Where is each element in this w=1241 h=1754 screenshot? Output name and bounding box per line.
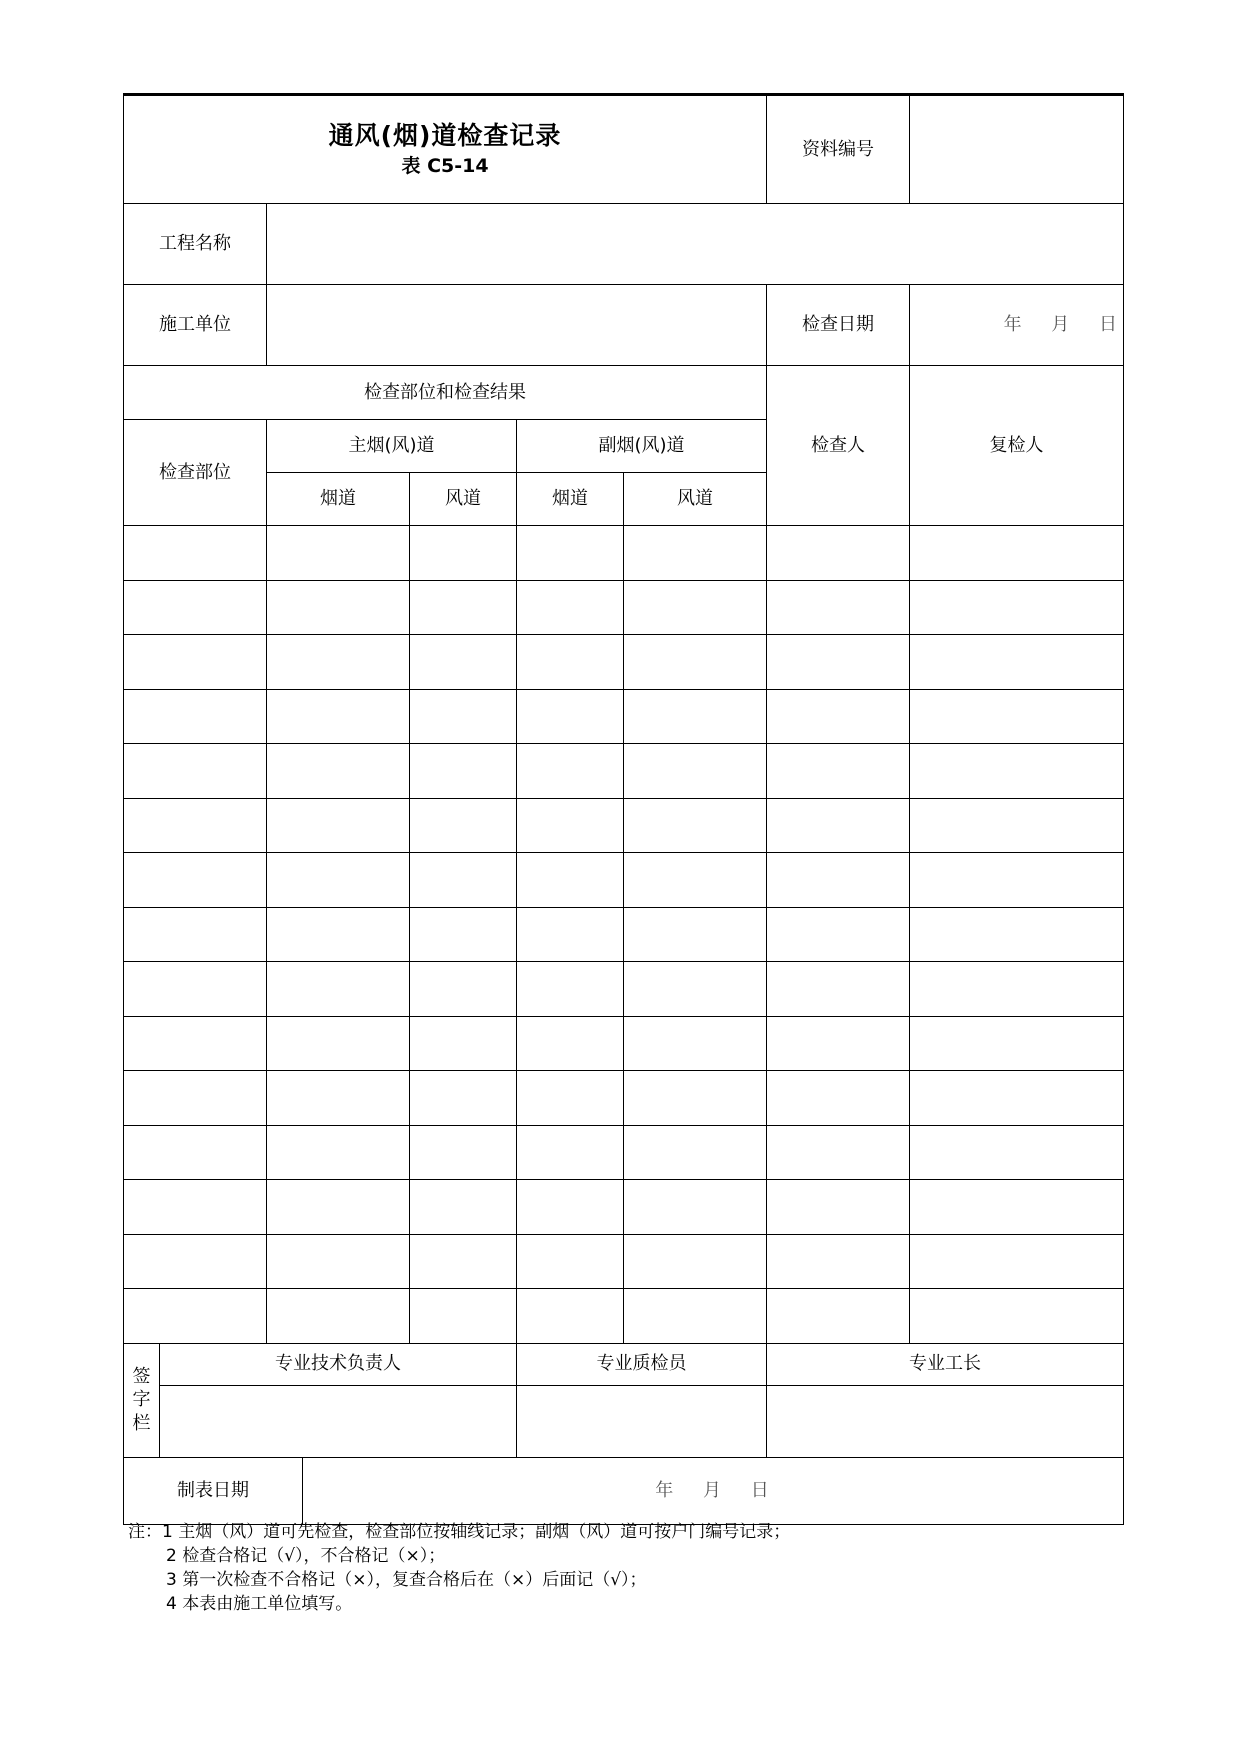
tech-lead-label: 专业技术负责人 [160, 1343, 517, 1385]
reinspector-cell[interactable] [910, 1289, 1124, 1344]
check-date-field[interactable] [910, 285, 1124, 366]
inspector-cell[interactable] [767, 744, 910, 799]
aux-smoke-header: 烟道 [517, 473, 624, 526]
table-row [124, 635, 1124, 690]
main-smoke-cell[interactable] [267, 1289, 410, 1344]
table-row [124, 962, 1124, 1017]
form-code: 表 C5-14 [401, 155, 489, 178]
location-cell[interactable] [124, 580, 267, 635]
table-row [124, 907, 1124, 962]
main-smoke-cell[interactable] [267, 962, 410, 1017]
location-cell[interactable] [124, 1180, 267, 1235]
aux-smoke-cell[interactable] [517, 1180, 624, 1235]
reinspector-cell[interactable] [910, 1180, 1124, 1235]
reinspector-cell[interactable] [910, 962, 1124, 1017]
main-smoke-cell[interactable] [267, 1016, 410, 1071]
inspector-cell[interactable] [767, 1071, 910, 1126]
main-smoke-cell[interactable] [267, 526, 410, 581]
main-smoke-cell[interactable] [267, 580, 410, 635]
project-name-label: 工程名称 [124, 204, 267, 285]
aux-smoke-cell[interactable] [517, 1016, 624, 1071]
location-cell[interactable] [124, 907, 267, 962]
aux-air-cell[interactable] [624, 907, 767, 962]
main-air-header: 风道 [410, 473, 517, 526]
location-cell[interactable] [124, 635, 267, 690]
aux-air-cell[interactable] [624, 580, 767, 635]
signature-label-cell [124, 1343, 160, 1457]
main-smoke-cell[interactable] [267, 635, 410, 690]
location-cell[interactable] [124, 1289, 267, 1344]
inspector-cell[interactable] [767, 1289, 910, 1344]
table-row [124, 689, 1124, 744]
qc-inspector-label: 专业质检员 [517, 1343, 767, 1385]
location-cell[interactable] [124, 1234, 267, 1289]
main-air-cell[interactable] [410, 853, 517, 908]
table-row [124, 526, 1124, 581]
check-date-value: 年 月 日 [1003, 314, 1120, 336]
aux-air-cell[interactable] [624, 744, 767, 799]
main-smoke-header: 烟道 [267, 473, 410, 526]
inspector-cell[interactable] [767, 526, 910, 581]
table-row [124, 1180, 1124, 1235]
inspector-cell[interactable] [767, 580, 910, 635]
aux-smoke-cell[interactable] [517, 526, 624, 581]
main-air-cell[interactable] [410, 1234, 517, 1289]
signature-label: 签 字 栏 [132, 1365, 151, 1434]
reinspector-header: 复检人 [910, 366, 1124, 526]
inspector-cell[interactable] [767, 1180, 910, 1235]
main-smoke-cell[interactable] [267, 1125, 410, 1180]
aux-smoke-cell[interactable] [517, 1289, 624, 1344]
main-smoke-cell[interactable] [267, 689, 410, 744]
main-flue-header: 主烟(风)道 [267, 420, 517, 473]
table-row [124, 853, 1124, 908]
inspection-record-form [123, 93, 1124, 1525]
reinspector-cell[interactable] [910, 689, 1124, 744]
note-1: 注：1 主烟（风）道可先检查，检查部位按轴线记录；副烟（风）道可按户门编号记录； [128, 1522, 791, 1542]
aux-smoke-cell[interactable] [517, 1125, 624, 1180]
main-air-cell[interactable] [410, 1180, 517, 1235]
project-name-field[interactable] [267, 204, 1124, 285]
qc-inspector-signature[interactable] [517, 1385, 767, 1457]
aux-air-cell[interactable] [624, 1125, 767, 1180]
table-row [124, 1234, 1124, 1289]
reinspector-cell[interactable] [910, 1234, 1124, 1289]
inspector-cell[interactable] [767, 635, 910, 690]
reinspector-cell[interactable] [910, 853, 1124, 908]
main-smoke-cell[interactable] [267, 1234, 410, 1289]
aux-flue-header: 副烟(风)道 [517, 420, 767, 473]
aux-air-cell[interactable] [624, 1180, 767, 1235]
aux-air-cell[interactable] [624, 1289, 767, 1344]
aux-air-cell[interactable] [624, 962, 767, 1017]
aux-smoke-cell[interactable] [517, 580, 624, 635]
inspector-cell[interactable] [767, 1234, 910, 1289]
inspector-cell[interactable] [767, 907, 910, 962]
aux-smoke-cell[interactable] [517, 635, 624, 690]
main-smoke-cell[interactable] [267, 1180, 410, 1235]
reinspector-cell[interactable] [910, 580, 1124, 635]
doc-no-field[interactable] [910, 95, 1124, 204]
main-air-cell[interactable] [410, 526, 517, 581]
main-air-cell[interactable] [410, 798, 517, 853]
note-3: 3 第一次检查不合格记（×），复查合格后在（×）后面记（√）； [166, 1570, 647, 1590]
inspector-header: 检查人 [767, 366, 910, 526]
table-row [124, 580, 1124, 635]
aux-smoke-cell[interactable] [517, 907, 624, 962]
aux-air-cell[interactable] [624, 798, 767, 853]
aux-smoke-cell[interactable] [517, 1071, 624, 1126]
location-cell[interactable] [124, 689, 267, 744]
location-cell[interactable] [124, 1016, 267, 1071]
contractor-label: 施工单位 [124, 285, 267, 366]
table-row [124, 1071, 1124, 1126]
table-row [124, 1016, 1124, 1071]
reinspector-cell[interactable] [910, 526, 1124, 581]
reinspector-cell[interactable] [910, 1071, 1124, 1126]
main-smoke-cell[interactable] [267, 853, 410, 908]
table-row [124, 1289, 1124, 1344]
notes [128, 1520, 1128, 1616]
main-air-cell[interactable] [410, 1125, 517, 1180]
aux-air-cell[interactable] [624, 853, 767, 908]
aux-air-cell[interactable] [624, 1071, 767, 1126]
inspector-cell[interactable] [767, 689, 910, 744]
table-row [124, 798, 1124, 853]
made-date-label: 制表日期 [124, 1457, 303, 1524]
section-title: 检查部位和检查结果 [124, 366, 767, 420]
inspector-cell[interactable] [767, 1016, 910, 1071]
tech-lead-signature[interactable] [160, 1385, 517, 1457]
main-smoke-cell[interactable] [267, 798, 410, 853]
location-cell[interactable] [124, 798, 267, 853]
location-cell[interactable] [124, 744, 267, 799]
reinspector-cell[interactable] [910, 744, 1124, 799]
aux-air-header: 风道 [624, 473, 767, 526]
location-cell[interactable] [124, 526, 267, 581]
main-air-cell[interactable] [410, 580, 517, 635]
location-cell[interactable] [124, 962, 267, 1017]
table-row [124, 1125, 1124, 1180]
main-smoke-cell[interactable] [267, 907, 410, 962]
location-cell[interactable] [124, 1125, 267, 1180]
inspector-cell[interactable] [767, 798, 910, 853]
main-air-cell[interactable] [410, 1071, 517, 1126]
reinspector-cell[interactable] [910, 798, 1124, 853]
inspection-rows [124, 526, 1124, 1344]
main-air-cell[interactable] [410, 962, 517, 1017]
main-air-cell[interactable] [410, 635, 517, 690]
inspector-cell[interactable] [767, 962, 910, 1017]
table-row [124, 744, 1124, 799]
made-date-value: 年 月 日 [655, 1479, 771, 1501]
main-smoke-cell[interactable] [267, 1071, 410, 1126]
doc-no-label: 资料编号 [767, 95, 910, 204]
aux-smoke-cell[interactable] [517, 689, 624, 744]
reinspector-cell[interactable] [910, 907, 1124, 962]
form-title: 通风(烟)道检查记录 [328, 121, 562, 151]
location-cell[interactable] [124, 853, 267, 908]
form-title-cell [124, 95, 767, 204]
note-2: 2 检查合格记（√），不合格记（×）； [166, 1546, 446, 1566]
check-date-label: 检查日期 [767, 285, 910, 366]
reinspector-cell[interactable] [910, 635, 1124, 690]
aux-air-cell[interactable] [624, 1234, 767, 1289]
location-header: 检查部位 [124, 420, 267, 526]
contractor-field[interactable] [267, 285, 767, 366]
main-air-cell[interactable] [410, 1289, 517, 1344]
aux-smoke-cell[interactable] [517, 853, 624, 908]
main-smoke-cell[interactable] [267, 744, 410, 799]
inspector-cell[interactable] [767, 1125, 910, 1180]
aux-smoke-cell[interactable] [517, 744, 624, 799]
aux-smoke-cell[interactable] [517, 1234, 624, 1289]
foreman-label: 专业工长 [767, 1343, 1124, 1385]
note-4: 4 本表由施工单位填写。 [166, 1594, 353, 1614]
made-date-field[interactable] [303, 1457, 1124, 1524]
main-air-cell[interactable] [410, 1016, 517, 1071]
location-cell[interactable] [124, 1071, 267, 1126]
aux-air-cell[interactable] [624, 635, 767, 690]
foreman-signature[interactable] [767, 1385, 1124, 1457]
aux-smoke-cell[interactable] [517, 962, 624, 1017]
reinspector-cell[interactable] [910, 1016, 1124, 1071]
inspector-cell[interactable] [767, 853, 910, 908]
main-air-cell[interactable] [410, 907, 517, 962]
main-air-cell[interactable] [410, 744, 517, 799]
aux-air-cell[interactable] [624, 526, 767, 581]
main-air-cell[interactable] [410, 689, 517, 744]
aux-smoke-cell[interactable] [517, 798, 624, 853]
reinspector-cell[interactable] [910, 1125, 1124, 1180]
aux-air-cell[interactable] [624, 1016, 767, 1071]
aux-air-cell[interactable] [624, 689, 767, 744]
